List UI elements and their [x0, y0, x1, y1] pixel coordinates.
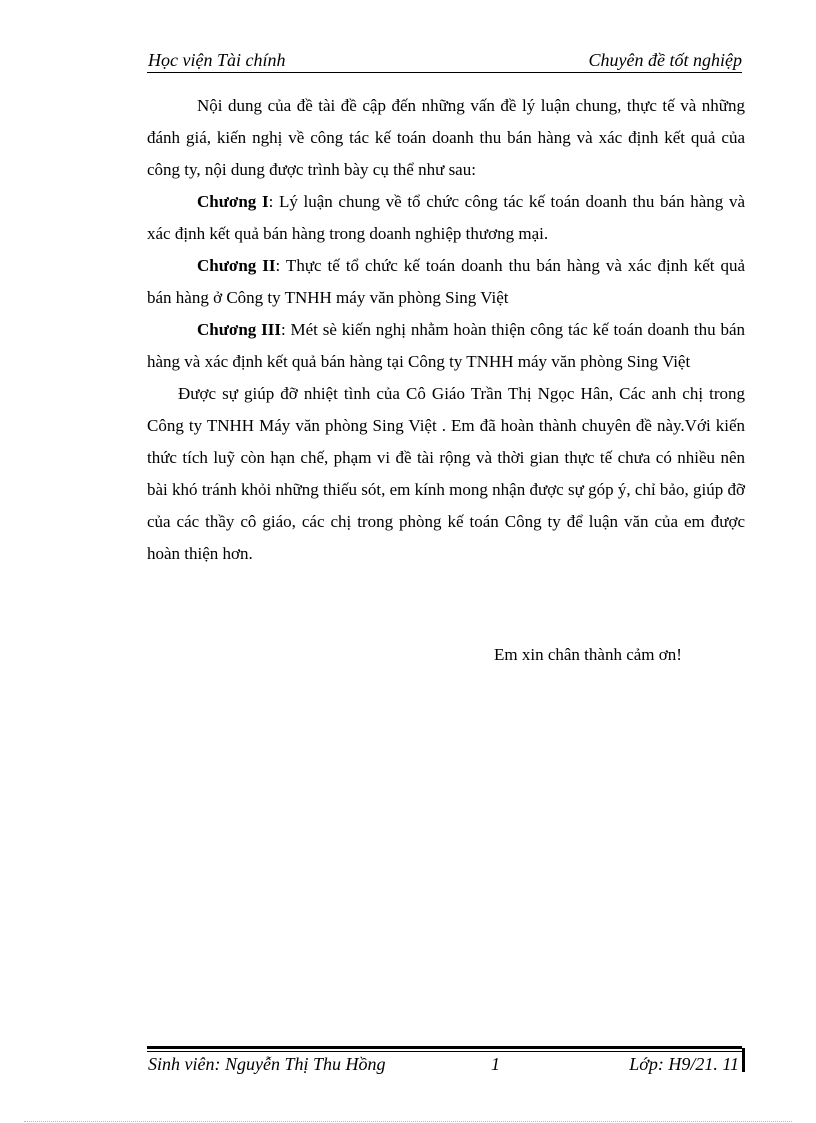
acknowledgement-paragraph: Được sự giúp đỡ nhiệt tình của Cô Giáo Trần Thị Ngọc Hân, Các anh chị trong Công ty TNHH Máy văn phòng Sing Việt . Em đã hoàn thành chuyên đề này.Với kiến thức tích luỹ còn hạn chế, phạm vi đề tài rộng và thời gian thực tế chưa có nhiều nên bài khó tránh khỏi những thiếu sót, em kính mong nhận được sự góp ý, chỉ bảo, giúp đỡ của các thầy cô giáo, các chị trong phòng kế toán Công ty để luận văn của em được hoàn thiện hơn.: [147, 384, 745, 563]
footer-rule-thick: [147, 1046, 742, 1049]
chapter-1-paragraph: [147, 186, 745, 250]
closing-thanks: Em xin chân thành cảm ơn!: [494, 645, 682, 664]
chapter-2-title: Chương II: [197, 256, 276, 275]
header-institution: Học viện Tài chính: [148, 50, 286, 70]
document-body: [147, 90, 745, 570]
footer-student-name: Sinh viên: Nguyễn Thị Thu Hồng: [148, 1054, 386, 1074]
chapter-3-title: Chương III: [197, 320, 281, 339]
chapter-3-text: : Mét sè kiến nghị nhằm hoàn thiện công tác kế toán doanh thu bán hàng và xác định kết quả bán hàng tại Công ty TNHH máy văn phòng Sing Việt: [147, 320, 745, 371]
footer-shadow: [742, 1048, 745, 1072]
chapter-3-paragraph: [147, 314, 745, 378]
page-footer: [147, 1054, 742, 1080]
footer-class: Lớp: H9/21. 11: [629, 1054, 739, 1074]
chapter-2-text: : Thực tế tổ chức kế toán doanh thu bán hàng và xác định kết quả bán hàng ở Công ty TNHH máy văn phòng Sing Việt: [147, 256, 745, 307]
page-header: [147, 46, 742, 73]
chapter-1-text: : Lý luận chung về tổ chức công tác kế toán doanh thu bán hàng và xác định kết quả bán hàng trong doanh nghiệp thương mại.: [147, 192, 745, 243]
footer-page-number: 1: [491, 1054, 500, 1074]
footer-rule-thin: [147, 1051, 742, 1052]
page-bottom-edge: [24, 1121, 792, 1122]
chapter-1-title: Chương I: [197, 192, 269, 211]
header-document-type: Chuyên đề tốt nghiệp: [588, 50, 742, 70]
chapter-2-paragraph: [147, 250, 745, 314]
intro-paragraph: Nội dung của đề tài đề cập đến những vấn đề lý luận chung, thực tế và những đánh giá, kiến nghị về công tác kế toán doanh thu bán hàng và xác định kết quả của công ty, nội dung được trình bày cụ thể như sau:: [147, 96, 745, 179]
